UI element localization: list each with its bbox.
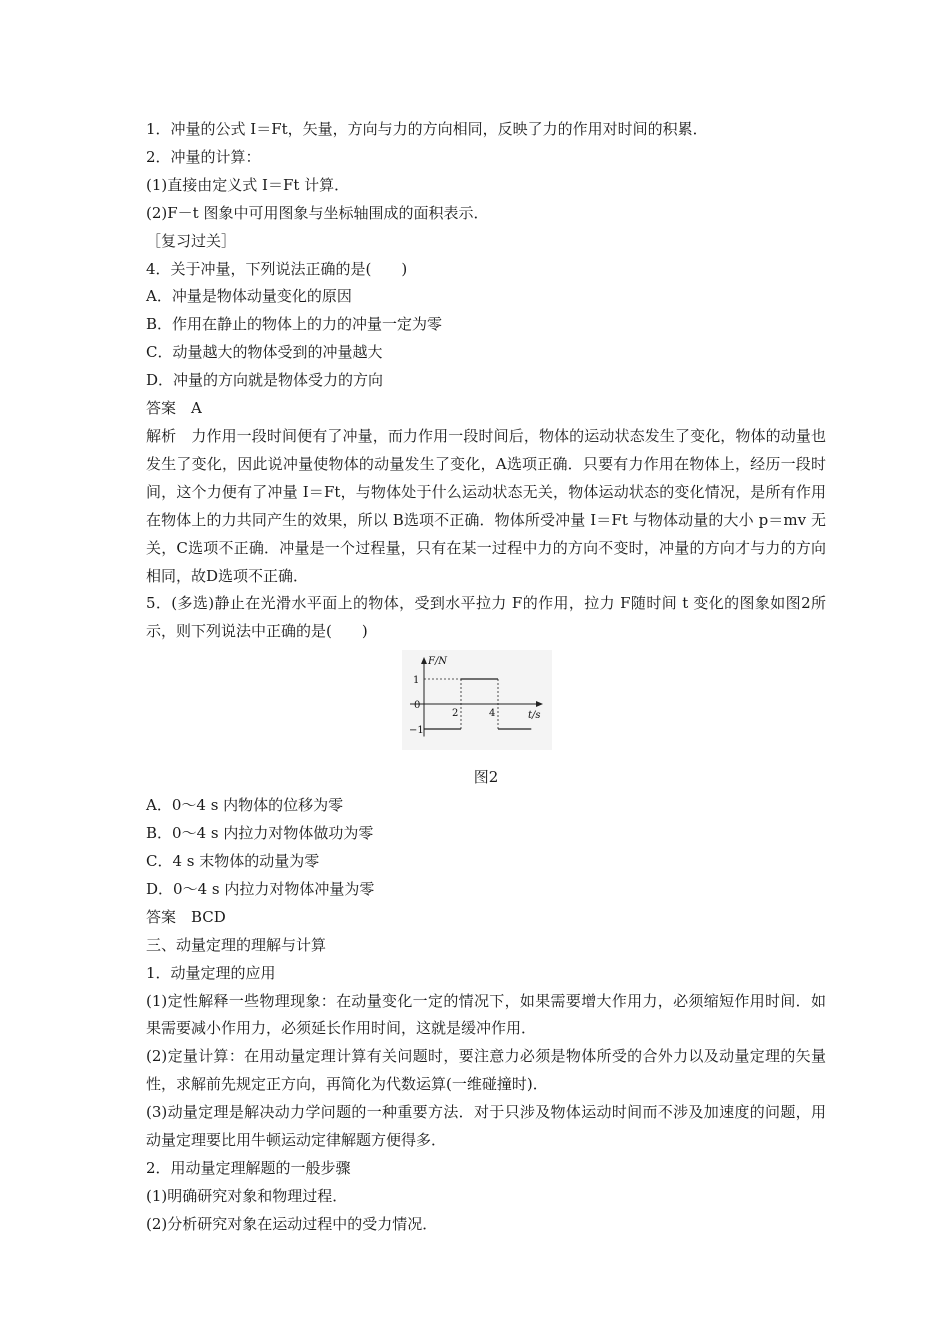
text-line: 2．冲量的计算： (146, 147, 261, 166)
figure-caption-text: 图2 (473, 768, 499, 787)
text-line: 2．用动量定理解题的一般步骤 (146, 1159, 351, 1177)
text-line: (1)明确研究对象和物理过程． (146, 1186, 348, 1205)
option-b: B．作用在静止的物体上的力的冲量一定为零 (146, 315, 443, 334)
answer-5: 答案 BCD (146, 907, 226, 926)
figure-caption (146, 762, 826, 792)
analysis-paragraph: 解析 力作用一段时间便有了冲量，而力作用一段时间后，物体的运动状态发生了变化，物体的动量也发生了变化，因此说冲量使物体的动量发生了变化，A选项正确．只要有力作用在物体上，经历一段时间，这个力便有了冲量 I＝Ft，与物体处于什么运动状态无关，物体运动状态的变化情况，是所有作用在物体上的力共同产生的效果，所以 B选项不正确．物体所受冲量 I＝Ft 与物体动量的大小 p＝mv 无关，C选项不正确．冲量是一个过程量，只有在某一过程中力的方向不变时，冲量的方向才与力的方向相同，故D选项不正确． (146, 426, 826, 585)
y-axis-label: F/N (428, 656, 448, 668)
option-a: A．0～4 s 内物体的位移为零 (146, 796, 344, 815)
y-tick-label: −1 (409, 725, 424, 737)
question-4: 4．关于冲量，下列说法正确的是( ) (146, 259, 408, 278)
answer-4: 答案 A (146, 399, 202, 418)
option-b: B．0～4 s 内拉力对物体做功为零 (146, 824, 374, 843)
text-line: 1．冲量的公式 I＝Ft，矢量，方向与力的方向相同，反映了力的作用对时间的积累． (146, 120, 708, 138)
option-c: C．动量越大的物体受到的冲量越大 (146, 343, 383, 362)
section-heading: 三、动量定理的理解与计算 (146, 935, 327, 954)
x-tick-label: 4 (489, 708, 496, 720)
option-c: C．4 s 末物体的动量为零 (146, 852, 320, 871)
origin-label: 0 (414, 700, 421, 712)
option-d: D．冲量的方向就是物体受力的方向 (146, 371, 384, 390)
section-label: ［复习过关］ (146, 231, 237, 250)
text-line: 1．动量定理的应用 (146, 963, 276, 982)
text-line: (2)分析研究对象在运动过程中的受力情况． (146, 1214, 438, 1233)
paragraph: (3)动量定理是解决动力学问题的一种重要方法．对于只涉及物体运动时间而不涉及加速度的问题，用动量定理要比用牛顿运动定律解题方便得多． (146, 1103, 826, 1150)
question-5: 5．(多选)静止在光滑水平面上的物体，受到水平拉力 F的作用，拉力 F随时间 t 变化的图象如图2所示，则下列说法中正确的是( ) (146, 594, 826, 641)
text-line: (1)直接由定义式 I＝Ft 计算． (146, 175, 350, 194)
y-tick-label: 1 (413, 675, 420, 687)
paragraph: (2)定量计算：在用动量定理计算有关问题时，要注意力必须是物体所受的合外力以及动量定理的矢量性，求解前先规定正方向，再简化为代数运算(一维碰撞时)． (146, 1047, 826, 1094)
paragraph: (1)定性解释一些物理现象：在动量变化一定的情况下，如果需要增大作用力，必须缩短作用时间．如果需要减小作用力，必须延长作用时间，这就是缓冲作用． (146, 991, 826, 1038)
figure-2 (146, 650, 826, 762)
text-line: (2)F－t 图象中可用图象与坐标轴围成的面积表示． (146, 203, 489, 222)
force-time-chart (402, 650, 552, 750)
option-d: D．0～4 s 内拉力对物体冲量为零 (146, 879, 375, 898)
x-tick-label: 2 (452, 708, 459, 720)
document-content (146, 116, 826, 1239)
x-axis-label: t/s (528, 710, 541, 722)
option-a: A．冲量是物体动量变化的原因 (146, 287, 352, 306)
